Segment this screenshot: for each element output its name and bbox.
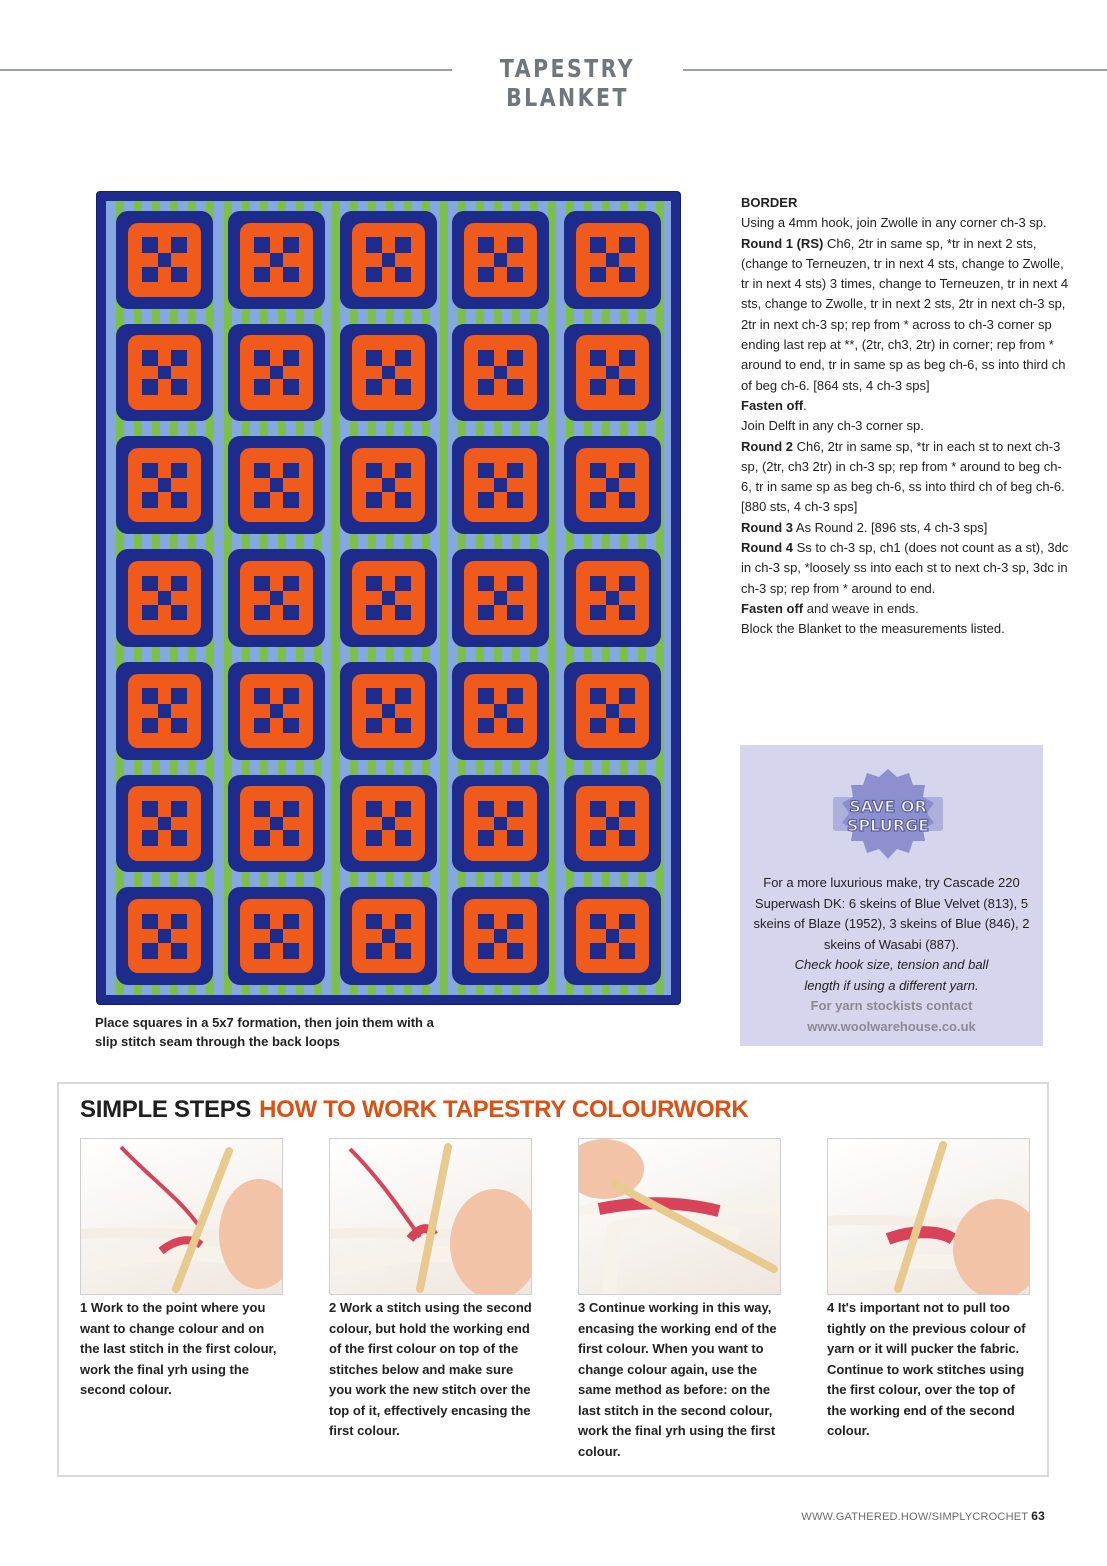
blanket-square (452, 436, 549, 534)
blanket-square (564, 211, 661, 309)
blanket-photo (97, 192, 680, 1004)
square-motif-c (270, 591, 284, 605)
step-1-photo (80, 1138, 283, 1295)
blanket-square (564, 324, 661, 422)
blanket-square (340, 324, 437, 422)
square-motif-c (270, 704, 284, 718)
splurge-url: www.woolwarehouse.co.uk (807, 1018, 976, 1034)
border-instructions (741, 193, 1071, 640)
step-2-text: 2 Work a stitch using the second colour, but hold the working end of the first colour on top of the stitches below and make sure you work the new stitch over the top of it, effectively encasing the first colour. (329, 1300, 532, 1438)
square-motif-c (606, 478, 620, 492)
step-4-illustration (828, 1139, 1029, 1294)
square-motif-c (382, 366, 396, 380)
header-rule-right (683, 69, 1107, 71)
square-motif-c (606, 929, 620, 943)
blanket-caption: Place squares in a 5x7 formation, then join them with a slip stitch seam through the back loops (95, 1015, 434, 1049)
splurge-text (740, 873, 1043, 1037)
square-motif-c (270, 478, 284, 492)
square-motif-c (382, 478, 396, 492)
square-motif-c (494, 253, 508, 267)
square-motif-c (158, 366, 172, 380)
square-motif-c (382, 929, 396, 943)
steps-title-label: SIMPLE STEPS (80, 1096, 252, 1123)
step-3-photo (578, 1138, 781, 1295)
blanket-square (452, 324, 549, 422)
blanket-square (564, 662, 661, 760)
border-intro: Using a 4mm hook, join Zwolle in any corner ch-3 sp. (741, 215, 1047, 231)
square-motif-c (606, 253, 620, 267)
splurge-contact: For yarn stockists contact (810, 998, 973, 1013)
join-delft: Join Delft in any ch-3 corner sp. (741, 418, 924, 434)
blanket-square (228, 549, 325, 647)
square-motif-c (270, 817, 284, 831)
fasten-off-2: Fasten off and weave in ends. (741, 600, 919, 616)
blanket-square (228, 436, 325, 534)
blanket-square (452, 211, 549, 309)
blanket-square (116, 662, 213, 760)
blanket-square (452, 662, 549, 760)
header-rule-left (0, 69, 452, 71)
square-motif-c (494, 366, 508, 380)
blanket-square (340, 775, 437, 873)
square-motif-c (606, 591, 620, 605)
square-motif-c (606, 366, 620, 380)
square-motif-c (494, 591, 508, 605)
blanket-square (564, 775, 661, 873)
square-motif-c (382, 591, 396, 605)
square-motif-c (158, 478, 172, 492)
steps-title (80, 1096, 748, 1124)
blanket-square (452, 549, 549, 647)
square-motif-c (606, 704, 620, 718)
square-motif-c (270, 366, 284, 380)
blanket-square (340, 211, 437, 309)
step-1-text: 1 Work to the point where you want to change colour and on the last stitch in the first colour, work the final yrh using the second colour. (80, 1300, 277, 1397)
page-footer (801, 1509, 1045, 1523)
blanket-squares-grid (106, 201, 671, 995)
square-motif-c (382, 704, 396, 718)
square-motif-c (494, 817, 508, 831)
square-motif-c (270, 929, 284, 943)
blanket-square (228, 324, 325, 422)
save-or-splurge-panel (740, 745, 1043, 1046)
steps-title-subject: HOW TO WORK TAPESTRY COLOURWORK (259, 1096, 749, 1123)
round-2: Round 2 Ch6, 2tr in same sp, *tr in each st to next ch-3 sp, (2tr, ch3 2tr) in ch-3 sp; rep from * around to beg ch-6, tr in same sp as beg ch-6, ss into third ch of beg ch-6. [880 sts, 4 ch-3 sps] (741, 438, 1065, 515)
step-3-text: 3 Continue working in this way, encasing the working end of the first colour. When you want to change colour again, use the same method as before: on the last stitch in the second colour, work the final yrh using the first colour. (578, 1300, 777, 1459)
page-number: 63 (1031, 1509, 1045, 1523)
step-2-illustration (330, 1139, 531, 1294)
page-title: TAPESTRY BLANKET (499, 54, 636, 112)
fasten-off-1: Fasten off. (741, 397, 807, 413)
blanket-square (564, 549, 661, 647)
square-motif-c (158, 704, 172, 718)
blanket-square (452, 887, 549, 985)
square-motif-c (158, 817, 172, 831)
blanket-square (564, 887, 661, 985)
square-motif-c (494, 929, 508, 943)
blanket-square (228, 211, 325, 309)
square-motif-c (158, 929, 172, 943)
splurge-description: For a more luxurious make, try Cascade 220 Superwash DK: 6 skeins of Blue Velvet (813), 5 skeins of Blaze (1952), 3 skeins of Blue (846), 2 skeins of Wasabi (887). (753, 875, 1030, 952)
square-motif-c (494, 704, 508, 718)
step-4-text: 4 It's important not to pull too tightly on the previous colour of yarn or it will pucker the fabric. Continue to work stitches using the first colour, over the top of the working end of the second colour. (827, 1300, 1026, 1438)
step-3-illustration (579, 1139, 780, 1294)
block-instruction: Block the Blanket to the measurements listed. (741, 621, 1005, 637)
footer-url: WWW.GATHERED.HOW/SIMPLYCROCHET (801, 1511, 1028, 1523)
blanket-square (116, 887, 213, 985)
round-1: Round 1 (RS) Ch6, 2tr in same sp, *tr in next 2 sts, (change to Terneuzen, tr in next 4 sts, change to Zwolle, tr in next 4 sts) 3 times, change to Terneuzen, tr in next 4 sts, change to Zwolle, tr in next 2 sts, 2tr in next ch-3 sp, 2tr in next ch-3 sp; rep from * across to ch-3 corner sp ending last rep at **, (2tr, ch3, 2tr) in corner; rep from * around to end, tr in same sp as beg ch-6, ss into third ch of beg ch-6. [864 sts, 4 ch-3 sps] (741, 235, 1069, 393)
blanket-square (340, 662, 437, 760)
blanket-square (564, 436, 661, 534)
round-3: Round 3 As Round 2. [896 sts, 4 ch-3 sps] (741, 519, 988, 535)
square-motif-c (382, 253, 396, 267)
splurge-note: Check hook size, tension and ball length if using a different yarn. (794, 957, 989, 993)
save-or-splurge-badge (827, 767, 949, 867)
badge-line2: SPLURGE (846, 816, 930, 835)
border-heading: BORDER (741, 195, 798, 210)
square-motif-c (606, 817, 620, 831)
square-motif-c (494, 478, 508, 492)
blanket-square (228, 775, 325, 873)
square-motif-c (270, 253, 284, 267)
blanket-square (228, 662, 325, 760)
blanket-square (116, 211, 213, 309)
step-2-photo (329, 1138, 532, 1295)
blanket-square (228, 887, 325, 985)
step-1-illustration (81, 1139, 282, 1294)
blanket-square (116, 324, 213, 422)
blanket-square (340, 887, 437, 985)
blanket-square (452, 775, 549, 873)
square-motif-c (158, 253, 172, 267)
blanket-square (116, 775, 213, 873)
blanket-square (340, 436, 437, 534)
square-motif-c (158, 591, 172, 605)
blanket-square (116, 549, 213, 647)
round-4: Round 4 Ss to ch-3 sp, ch1 (does not count as a st), 3dc in ch-3 sp, *loosely ss into each st to next ch-3 sp, 3dc in ch-3 sp; rep from * around to end. (741, 540, 1069, 596)
badge-line1: SAVE OR (849, 797, 927, 816)
blanket-square (116, 436, 213, 534)
step-4-photo (827, 1138, 1030, 1295)
blanket-square (340, 549, 437, 647)
square-motif-c (382, 817, 396, 831)
